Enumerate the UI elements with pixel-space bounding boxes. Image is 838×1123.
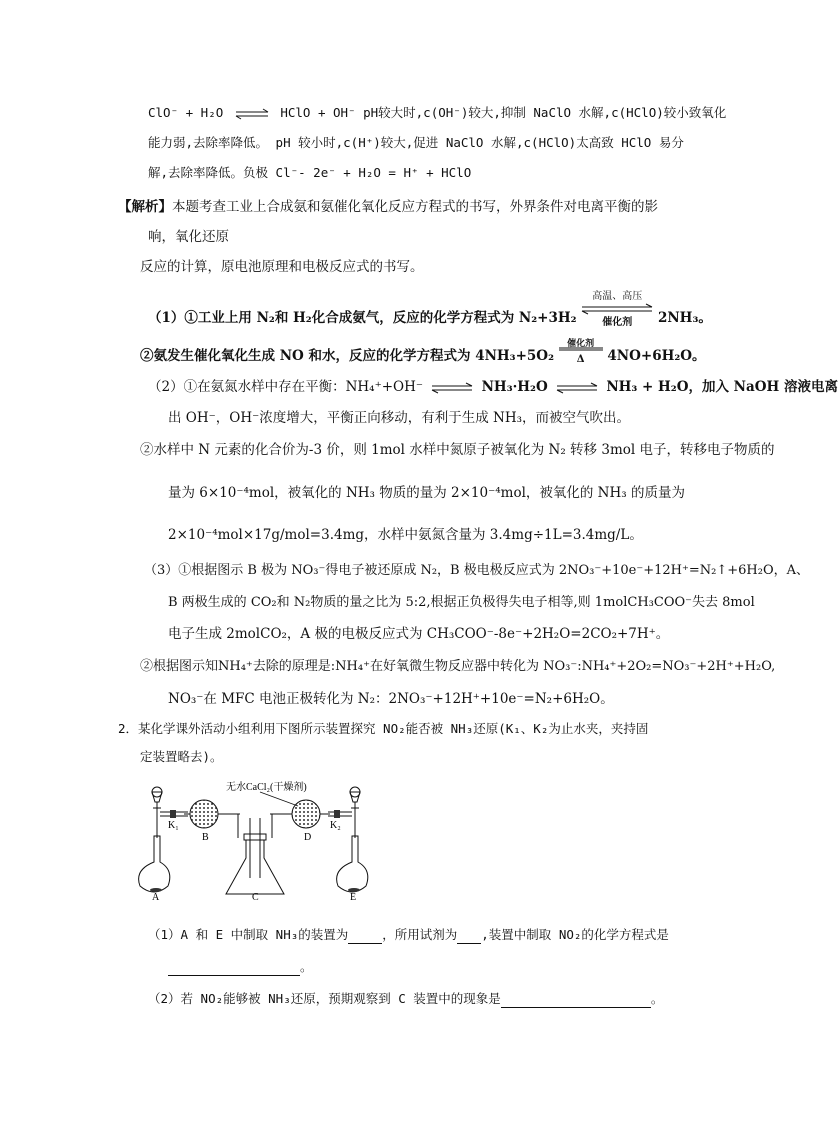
analysis-p1 — [148, 290, 712, 328]
flask-e — [337, 787, 368, 892]
analysis-p4: 出 OH⁻，OH⁻浓度增大，平衡正向移动，有利于生成 NH₃，而被空气吹出。 — [168, 410, 631, 426]
label-c: C — [252, 892, 259, 903]
analysis-p7: 2×10⁻⁴mol×17g/mol=3.4mg，水样中氨氮含量为 3.4mg÷1L=3.4mg/L。 — [168, 527, 643, 543]
analysis-p10: 电子生成 2molCO₂，A 极的电极反应式为 CH₃COO⁻-8e⁻+2H₂O=2CO₂+7H⁺。 — [168, 626, 670, 642]
answer-line-1-left: ClO⁻ + H₂O — [148, 105, 224, 120]
analysis-line-3: 反应的计算，原电池原理和电极反应式的书写。 — [140, 259, 424, 275]
p3-part-b: NH₃·H₂O — [481, 379, 548, 395]
cacl2-pointer-line — [260, 792, 298, 806]
question2-line-1: 2．某化学课外活动小组利用下图所示装置探究 NO₂能否被 NH₃还原(K₁、K₂为止水夹，夹持固 — [118, 721, 649, 736]
label-k2: K₂ — [330, 820, 341, 831]
question2-sub1-continued — [168, 958, 313, 976]
equilibrium-arrow-icon — [235, 109, 269, 119]
p1-left: （1）①工业上用 N₂和 H₂化合成氨气，反应的化学方程式为 N₂+3H₂ — [148, 310, 577, 326]
p1-reaction-condition — [581, 290, 653, 328]
apparatus-diagram — [130, 778, 390, 903]
answer-line-1 — [148, 104, 726, 122]
label-cacl2: 无水CaCl₂(干燥剂) — [226, 782, 307, 793]
sub1-part-c: ,装置中制取 NO₂的化学方程式是 — [481, 927, 669, 942]
p3-part-a: （2）①在氨氮水样中存在平衡：NH₄⁺+OH⁻ — [148, 379, 423, 395]
blank-3[interactable] — [168, 961, 300, 976]
blank-1[interactable] — [348, 929, 382, 944]
question2-sub2 — [148, 990, 663, 1008]
sub1-part-b: ，所用试剂为 — [382, 927, 458, 942]
sub1-end: 。 — [300, 959, 313, 974]
analysis-p9: B 两极生成的 CO₂和 N₂物质的量之比为 5:2,根据正负极得失电子相等,则 1molCH₃COO⁻失去 8mol — [168, 595, 755, 610]
p2-cond-bottom: Δ — [576, 353, 585, 365]
answer-line-3: 解,去除率降低。负极 Cl⁻- 2e⁻ + H₂O = H⁺ + HClO — [148, 165, 472, 180]
drying-tube-b — [184, 800, 240, 828]
sub1-part-a: （1）A 和 E 中制取 NH₃的装置为 — [148, 927, 349, 942]
analysis-p2 — [140, 338, 706, 366]
blank-2[interactable] — [457, 929, 481, 944]
sub2-end: 。 — [650, 991, 664, 1006]
equilibrium-arrow-icon — [556, 383, 598, 393]
answer-line-2: 能力弱,去除率降低。 pH 较小时,c(H⁺)较大,促进 NaClO 水解,c(HClO)太高致 HClO 易分 — [148, 135, 684, 150]
p2-right: 4NO+6H₂O。 — [607, 348, 706, 364]
blank-4[interactable] — [501, 993, 651, 1008]
p3-part-c: NH₃ + H₂O，加入 NaOH 溶液电离 — [606, 379, 838, 395]
label-k1: K₁ — [168, 820, 179, 831]
p2-reaction-condition — [559, 338, 603, 366]
question2-line-2: 定装置略去)。 — [140, 749, 223, 764]
sub2-part-a: （2）若 NO₂能够被 NH₃还原，预期观察到 C 装置中的现象是 — [148, 991, 501, 1006]
p2-left: ②氨发生催化氧化生成 NO 和水，反应的化学方程式为 4NH₃+5O₂ — [140, 348, 554, 364]
analysis-line-2: 响，氧化还原 — [148, 229, 229, 245]
reversible-arrow-icon — [581, 304, 653, 314]
analysis-p5: ②水样中 N 元素的化合价为-3 价，则 1mol 水样中氮原子被氧化为 N₂ 转移 3mol 电子，转移电子物质的 — [140, 442, 775, 458]
pipe-a-b — [160, 810, 188, 818]
p1-cond-top: 高温、高压 — [592, 290, 643, 302]
analysis-p6: 量为 6×10⁻⁴mol，被氧化的 NH₃ 物质的量为 2×10⁻⁴mol，被氧化的 NH₃ 的质量为 — [168, 485, 685, 501]
analysis-p11: ②根据图示知NH₄⁺去除的原理是:NH₄⁺在好氧微生物反应器中转化为 NO₃⁻:NH₄⁺+2O₂=NO₃⁻+2H⁺+H₂O, — [140, 659, 776, 674]
analysis-tag: 【解析】 — [118, 199, 172, 215]
label-a: A — [152, 892, 160, 903]
label-d: D — [304, 832, 312, 843]
flask-a — [139, 787, 170, 892]
pipe-d-e — [328, 810, 352, 818]
analysis-p12: NO₃⁻在 MFC 电池正极转化为 N₂：2NO₃⁻+12H⁺+10e⁻=N₂+6H₂O。 — [168, 691, 614, 707]
analysis-p3 — [148, 378, 838, 396]
analysis-intro: 本题考查工业上合成氨和氨催化氧化反应方程式的书写，外界条件对电离平衡的影 — [172, 199, 658, 215]
label-e: E — [350, 892, 357, 903]
equilibrium-arrow-icon — [431, 383, 473, 393]
analysis-p8: （3）①根据图示 B 极为 NO₃⁻得电子被还原成 N₂，B 极电极反应式为 2NO₃⁻+10e⁻+12H⁺=N₂↑+6H₂O，A、 — [144, 563, 809, 578]
p1-cond-bottom: 催化剂 — [602, 316, 633, 328]
answer-line-1-right: HClO + OH⁻ pH较大时,c(OH⁻)较大,抑制 NaClO 水解,c(HClO)较小致氧化 — [280, 105, 727, 120]
p1-right: 2NH₃。 — [657, 310, 712, 326]
analysis-line-1 — [118, 198, 658, 216]
drying-tube-d — [270, 800, 330, 828]
label-b: B — [202, 832, 209, 843]
p2-cond-top: 催化剂 — [567, 338, 595, 349]
question2-sub1 — [148, 926, 669, 944]
conical-flask-c — [226, 814, 284, 894]
